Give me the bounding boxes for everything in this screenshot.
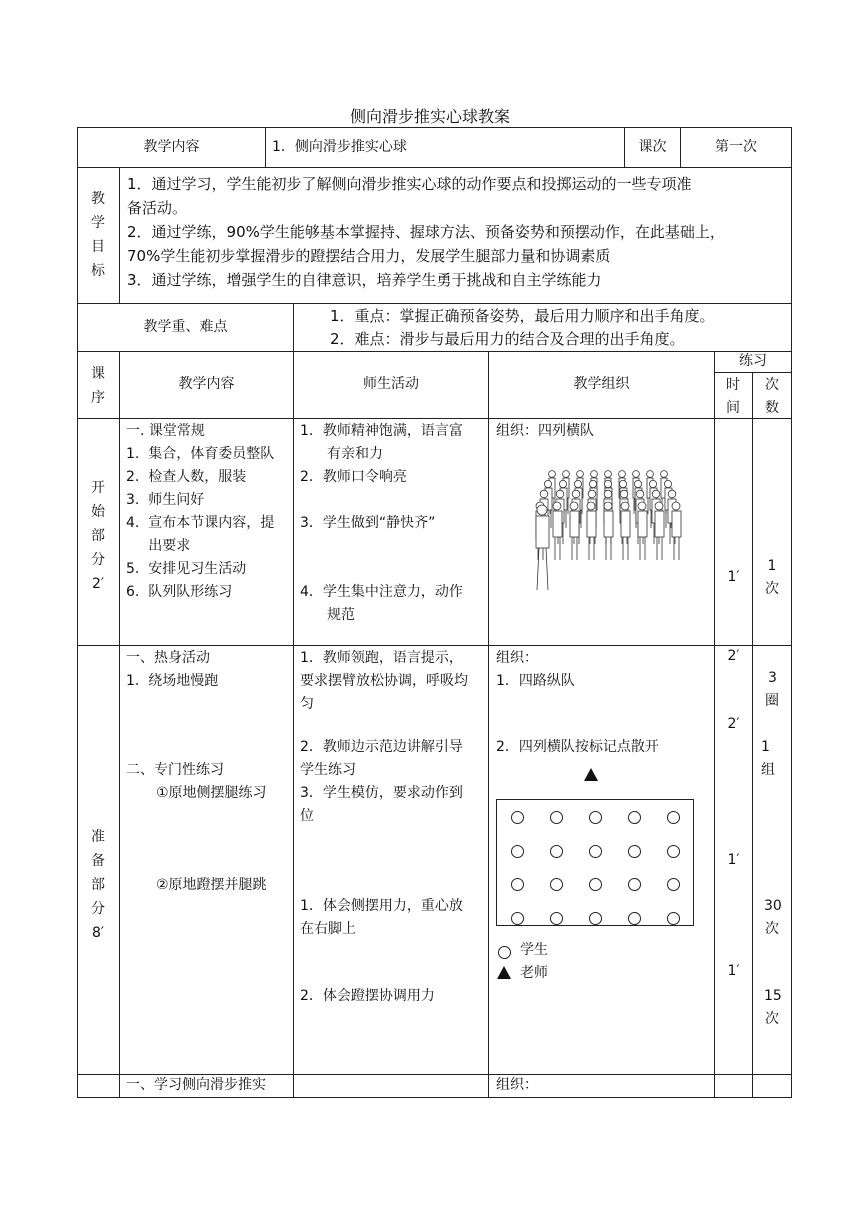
start-count-unit: 次 <box>765 581 779 597</box>
header-activity: 师生活动 <box>363 376 419 392</box>
student-circle-icon <box>589 878 602 891</box>
legend-teacher-label: 老师 <box>520 965 548 981</box>
start-count-number: 1 <box>767 558 777 574</box>
key-point-1: 1．重点：掌握正确预备姿势，最后用力顺序和出手角度。 <box>330 307 715 325</box>
document-title: 侧向滑步推实心球教案 <box>349 107 510 126</box>
start-organization: 组织：四列横队 <box>496 423 594 439</box>
student-circle-icon <box>589 845 602 858</box>
teacher-triangle-icon <box>584 768 598 781</box>
student-circle-icon <box>511 878 524 891</box>
student-circle-icon <box>550 845 563 858</box>
lesson-label: 课次 <box>638 139 667 155</box>
student-circle-icon <box>550 878 563 891</box>
student-circle-icon <box>511 811 524 824</box>
next-section-organization: 组织： <box>496 1077 538 1093</box>
student-circle-icon <box>628 878 641 891</box>
student-circle-icon <box>589 912 602 925</box>
student-circle-icon <box>667 811 680 824</box>
student-circle-icon <box>628 912 641 925</box>
student-circle-icon <box>667 912 680 925</box>
student-circle-icon <box>628 811 641 824</box>
next-section-content: 一、学习侧向滑步推实 <box>126 1077 266 1093</box>
formation-illustration <box>522 466 682 594</box>
legend-student-label: 学生 <box>520 942 548 958</box>
student-circle-icon <box>511 845 524 858</box>
content-value: 1．侧向滑步推实心球 <box>272 139 407 155</box>
start-time: 1′ <box>727 569 740 585</box>
student-circle-icon <box>550 811 563 824</box>
header-organization: 教学组织 <box>573 376 630 392</box>
lesson-value: 第一次 <box>715 139 757 155</box>
student-circle-icon <box>667 845 680 858</box>
formation-field <box>496 799 694 926</box>
student-circle-icon <box>550 912 563 925</box>
key-point-2: 2．难点：滑步与最后用力的结合及合理的出手角度。 <box>330 330 685 348</box>
content-label: 教学内容 <box>143 139 200 155</box>
header-content: 教学内容 <box>178 376 235 392</box>
student-circle-icon <box>667 878 680 891</box>
student-circle-icon <box>511 912 524 925</box>
header-practice: 练习 <box>739 353 767 369</box>
student-circle-icon <box>628 845 641 858</box>
key-points-label: 教学重、难点 <box>143 319 228 335</box>
legend-student-icon <box>498 946 511 959</box>
legend-teacher-icon <box>497 966 511 979</box>
student-circle-icon <box>589 811 602 824</box>
